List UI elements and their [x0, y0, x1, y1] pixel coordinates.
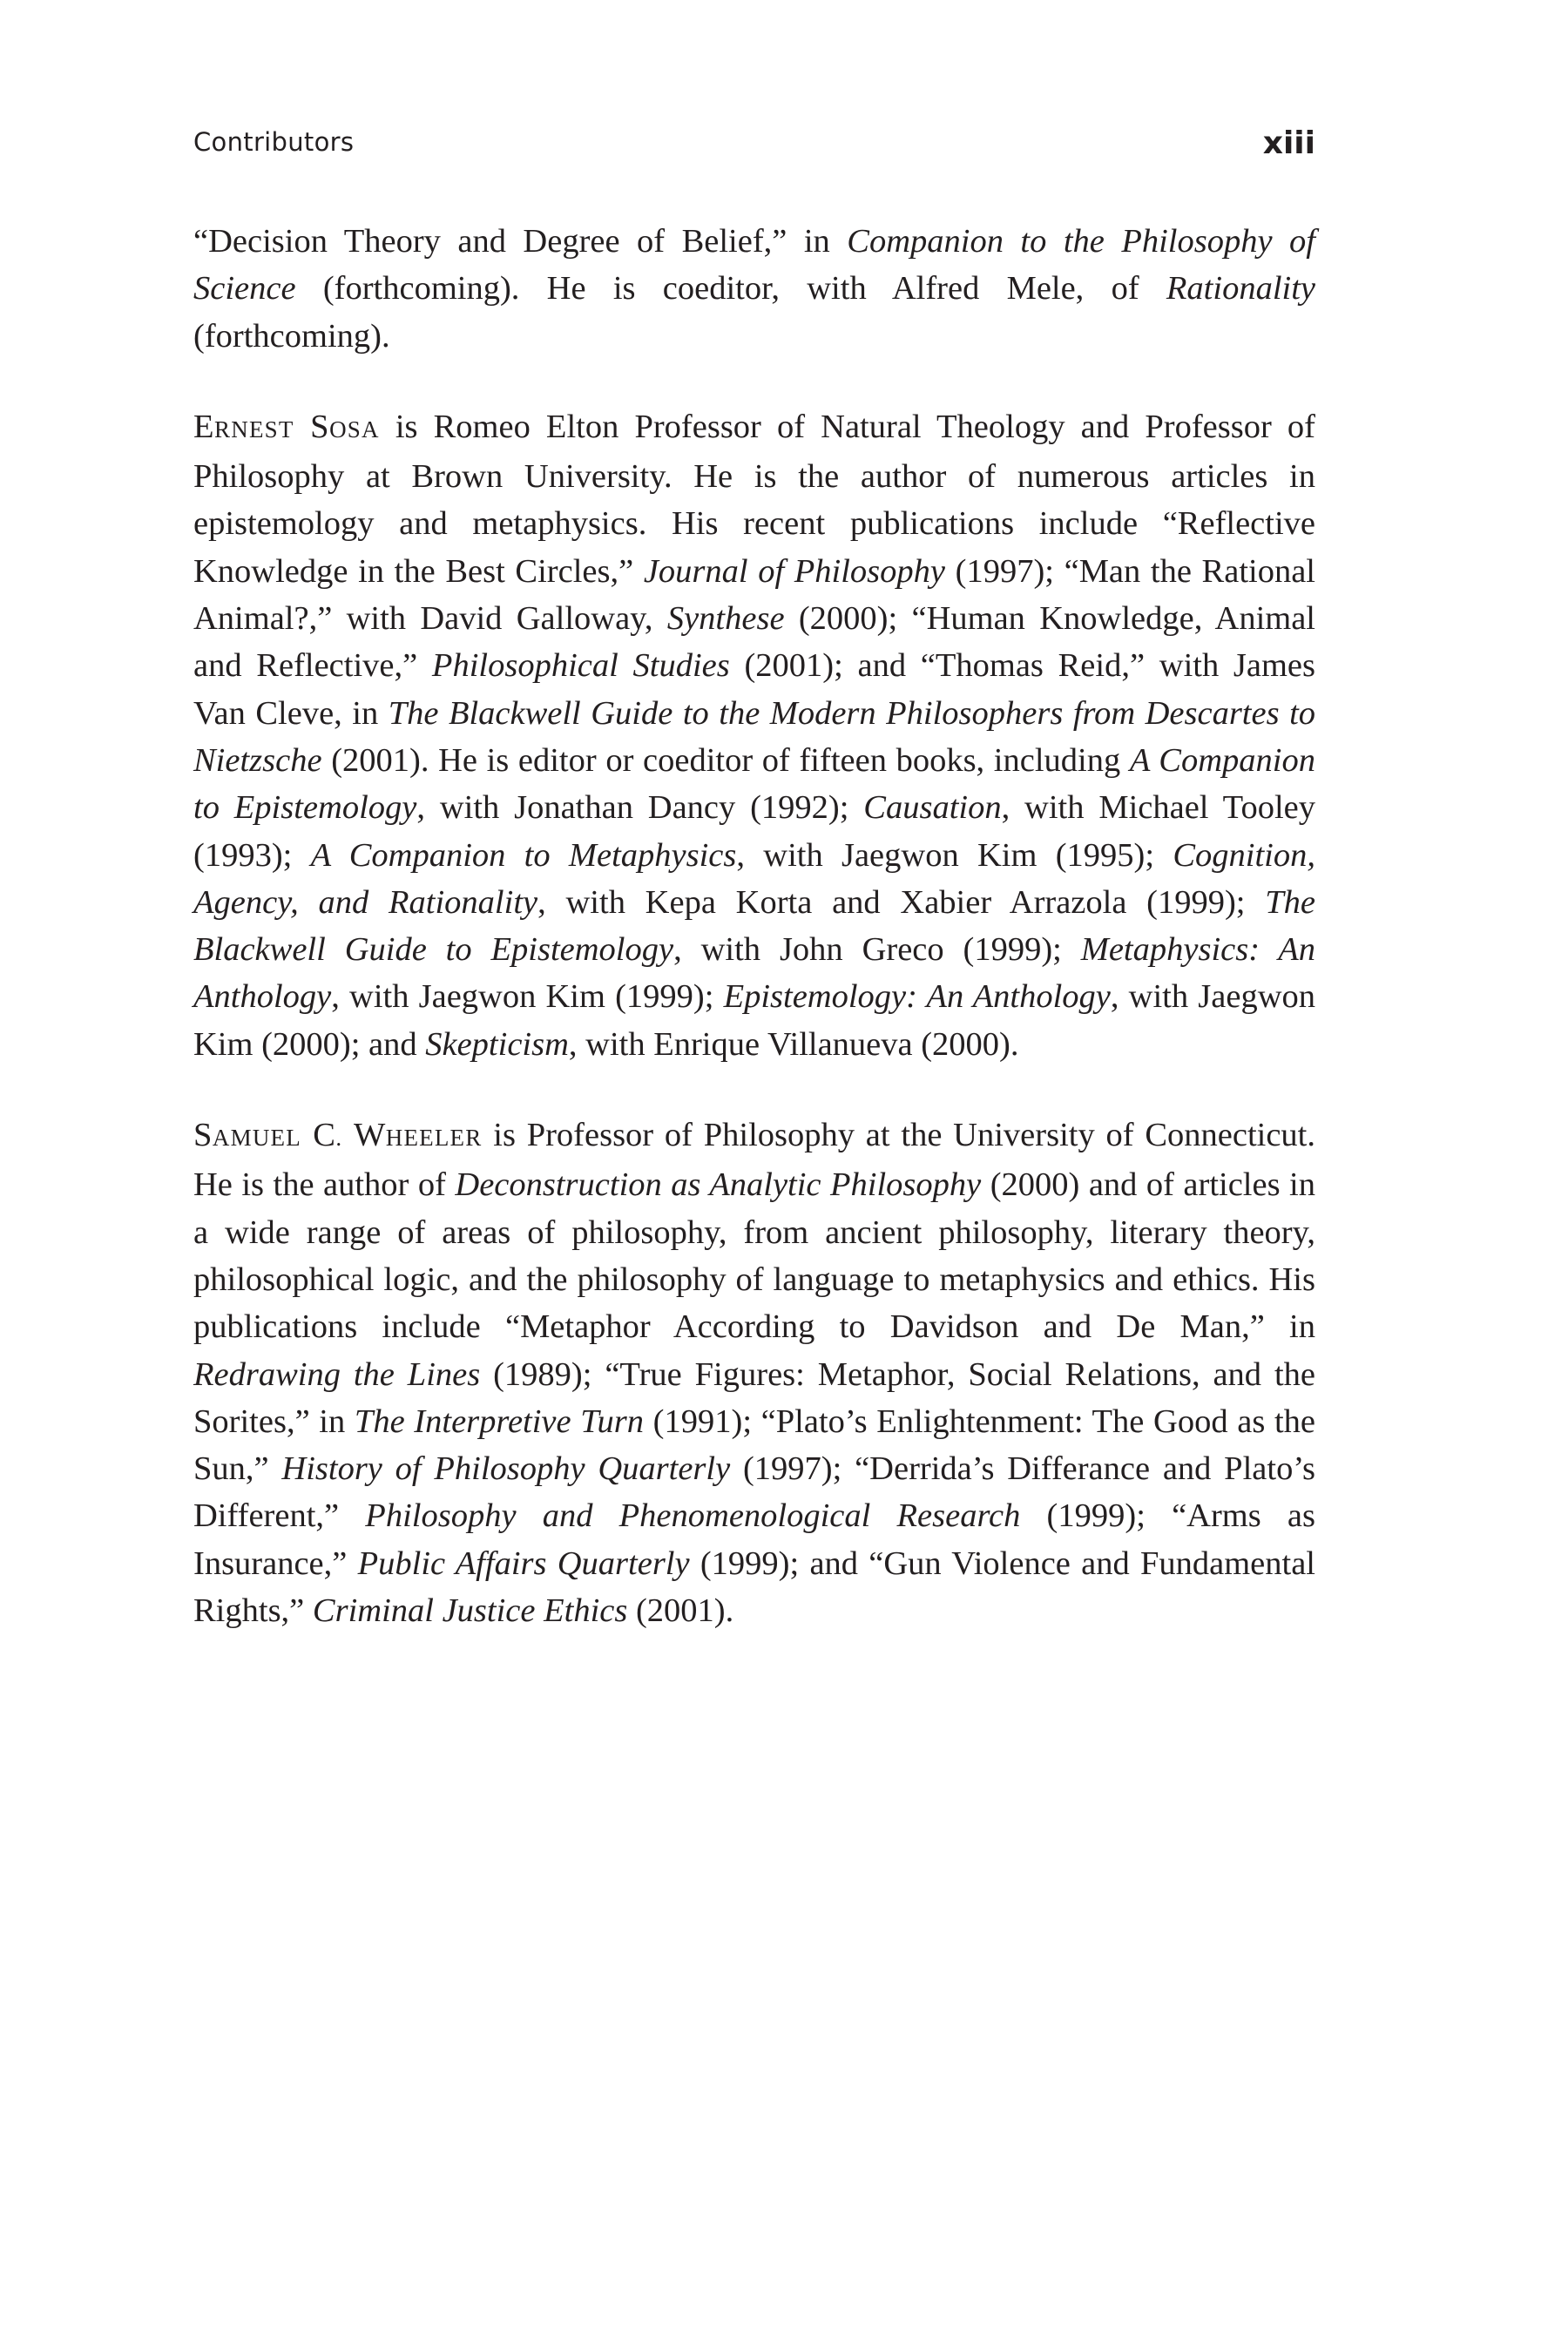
text-run: , with Jaegwon Kim (1999);: [331, 978, 724, 1016]
work-title: Journal of Philosophy: [643, 552, 946, 590]
running-head: [193, 127, 1315, 171]
text-run: (forthcoming).: [193, 317, 390, 355]
work-title: Metaphysics: An Anthology: [193, 931, 1315, 1016]
work-title: Philosophical Studies: [431, 647, 730, 685]
text-run: (2001); and “Thomas Reid,” with James Van Cleve, in: [193, 647, 1316, 732]
work-title: Skepticism: [425, 1025, 569, 1063]
text-run: , with John Greco (1999);: [673, 931, 1081, 969]
contributor-name: ERNEST SOSA: [193, 408, 380, 445]
text-run: (2001).: [627, 1592, 734, 1630]
text-run: , with Jaegwon Kim (1995);: [736, 836, 1173, 874]
work-title: Epistemology: An Anthology: [723, 978, 1111, 1016]
text-run: , with Michael Tooley (1993);: [193, 789, 1315, 874]
work-title: Deconstruction as Analytic Philosophy: [455, 1166, 982, 1204]
text-run: (1999); and “Gun Violence and Fundamental Rights,”: [193, 1544, 1315, 1630]
text-run: (2000); “Human Knowledge, Animal and Reflective,”: [193, 600, 1315, 685]
text-run: (1991); “Plato’s Enlightenment: The Good as the Sun,”: [193, 1402, 1315, 1488]
text-run: is Professor of Philosophy at the University of Connecticut. He is the author of: [193, 1117, 1315, 1204]
text-run: , with Enrique Villanueva (2000).: [568, 1025, 1019, 1063]
text-run: (1997); “Man the Rational Animal?,” with David Galloway,: [193, 552, 1315, 638]
text-run: , with Jaegwon Kim (2000); and: [193, 978, 1315, 1063]
text-run: (1989); “True Figures: Metaphor, Social Relations, and the Sorites,” in: [193, 1355, 1315, 1440]
text-run: is Romeo Elton Professor of Natural Theology and Professor of Philosophy at Brown University. He is the author of numerous articles in epistemology and metaphysics. His recent publications include “Reflective Knowledge in the Best Circles,”: [193, 408, 1315, 590]
work-title: Public Affairs Quarterly: [357, 1544, 690, 1582]
contributor-name: SAMUEL C. WHEELER: [193, 1117, 483, 1154]
work-title: Criminal Justice Ethics: [312, 1592, 628, 1630]
text-run: (1997); “Derrida’s Differance and Plato’s Different,”: [193, 1450, 1315, 1535]
work-title: The Interpretive Turn: [354, 1402, 645, 1440]
contributor-entry-samuel-wheeler: [193, 1112, 1315, 1634]
work-title: Companion to the Philosophy of Science: [193, 223, 1315, 308]
contributor-entry-continued: [193, 218, 1315, 360]
work-title: A Companion to Epistemology: [193, 741, 1315, 827]
contributor-entry-ernest-sosa: [193, 403, 1315, 1068]
text-run: (1999); “Arms as Insurance,”: [193, 1497, 1315, 1582]
text-run: , with Jonathan Dancy (1992);: [416, 789, 864, 827]
work-title: The Blackwell Guide to Epistemology: [193, 883, 1316, 969]
text-run: (forthcoming). He is coeditor, with Alfred Mele, of: [295, 270, 1166, 308]
text-run: (2001). He is editor or coeditor of fifteen books, including: [321, 741, 1130, 779]
contributors-text: [193, 218, 1315, 1634]
work-title: A Companion to Metaphysics: [310, 836, 737, 874]
work-title: Cognition, Agency, and Rationality: [193, 836, 1315, 921]
text-run: “Decision Theory and Degree of Belief,” in: [193, 223, 848, 260]
running-head-title: Contributors: [193, 127, 355, 157]
text-run: , with Kepa Korta and Xabier Arrazola (1999);: [537, 883, 1266, 921]
work-title: Redrawing the Lines: [193, 1355, 481, 1393]
work-title: Causation: [863, 789, 1002, 827]
work-title: Synthese: [666, 600, 785, 638]
work-title: Rationality: [1166, 270, 1315, 308]
work-title: History of Philosophy Quarterly: [281, 1450, 731, 1488]
work-title: Philosophy and Phenomenological Research: [365, 1497, 1021, 1535]
work-title: The Blackwell Guide to the Modern Philosophers from Descartes to Nietzsche: [193, 694, 1316, 779]
page-number: xiii: [1262, 125, 1315, 161]
text-run: (2000) and of articles in a wide range of areas of philosophy, from ancient philosophy, literary theory, philosophical logic, and the philosophy of language to metaphysics and ethics. His publications include “Metaphor According to Davidson and De Man,” in: [193, 1166, 1315, 1346]
